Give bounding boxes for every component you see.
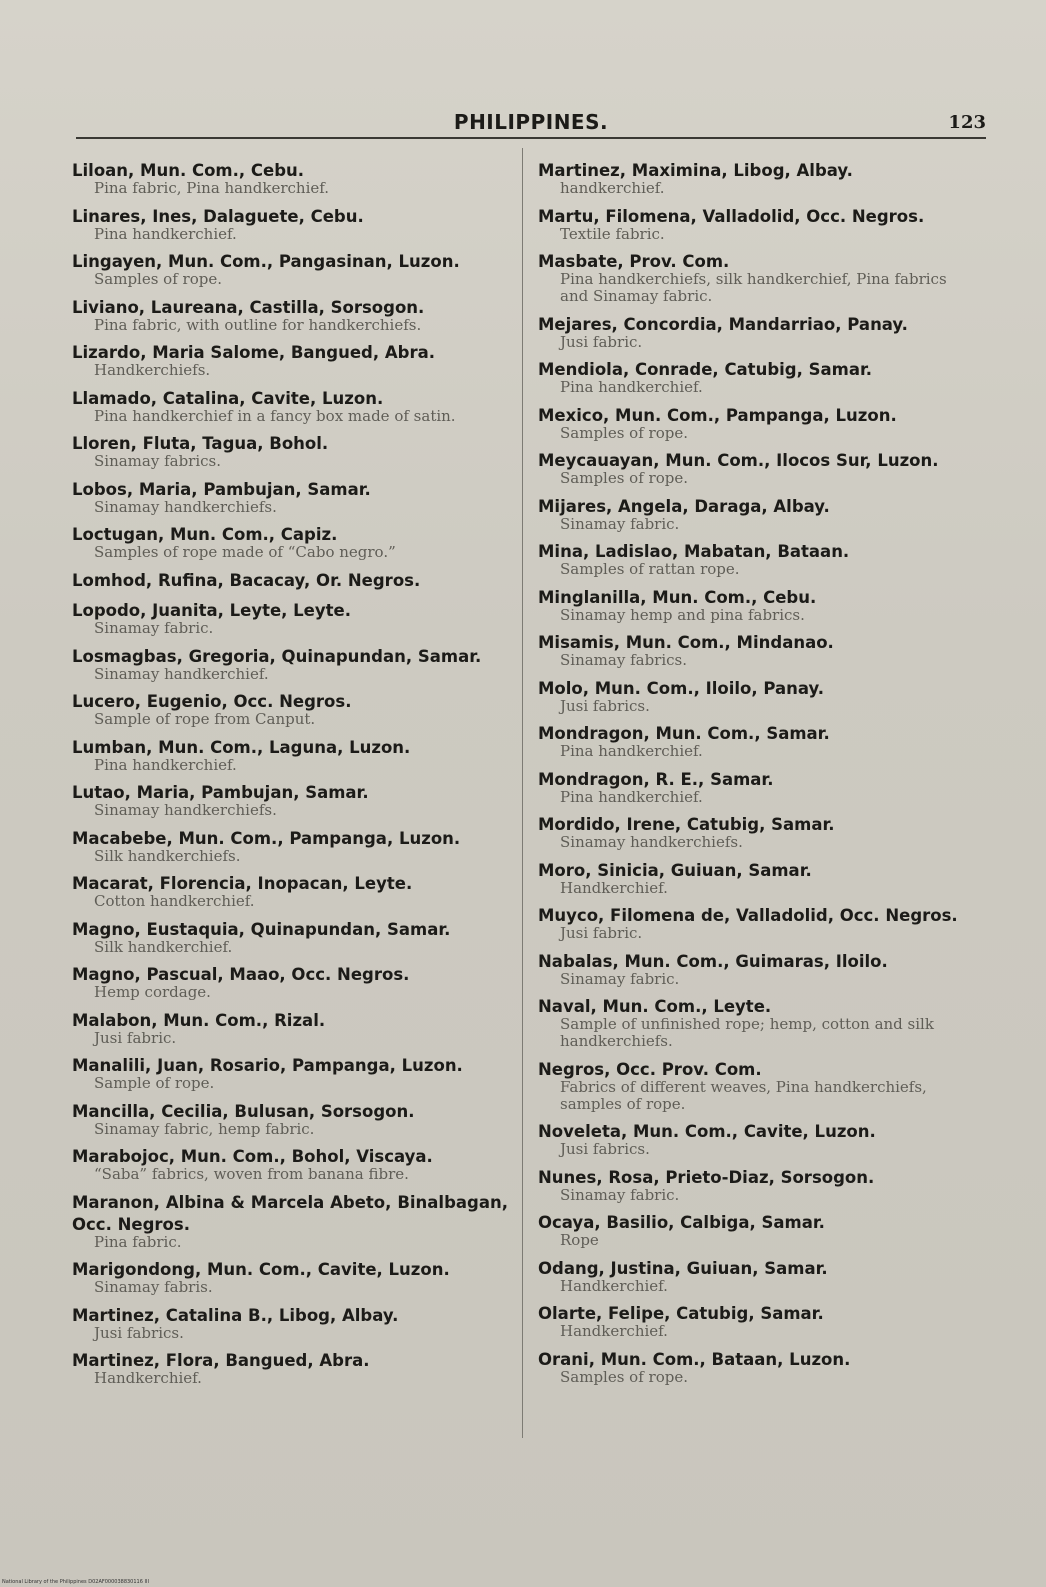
entry-description: Sample of rope from Canput.: [94, 710, 316, 728]
entry-description: Pina handkerchief.: [560, 787, 703, 806]
directory-entry: [72, 251, 508, 288]
directory-entry: [72, 600, 508, 637]
entry-description: Jusi fabric.: [94, 1028, 177, 1047]
directory-entry: [72, 160, 508, 197]
entry-description: Sinamay handkerchiefs.: [94, 497, 277, 516]
entry-name: Losmagbas, Gregoria, Quinapundan, Samar.: [72, 646, 482, 666]
directory-entry: [538, 160, 974, 197]
directory-entry: [538, 206, 974, 243]
entry-name: Loctugan, Mun. Com., Capiz.: [72, 525, 338, 544]
directory-entry: [72, 524, 508, 561]
directory-entry: [72, 919, 508, 956]
entry-name: Mejares, Concordia, Mandarriao, Panay.: [538, 314, 908, 334]
page-header: [76, 110, 986, 134]
directory-entry: [72, 388, 508, 425]
entry-name: Molo, Mun. Com., Iloilo, Panay.: [538, 678, 825, 698]
entry-description: Pina handkerchiefs, silk handkerchief, Pina fabrics and Sinamay fabric.: [560, 270, 947, 305]
entry-description: Textile fabric.: [560, 224, 665, 243]
directory-entry: [538, 314, 974, 351]
entry-description: Samples of rope.: [560, 469, 688, 487]
entry-description: handkerchief.: [560, 179, 665, 197]
entry-description: Sinamay fabric, hemp fabric.: [94, 1119, 315, 1138]
directory-entry: [538, 496, 974, 533]
entry-name: Liviano, Laureana, Castilla, Sorsogon.: [72, 297, 425, 317]
entry-name: Lucero, Eugenio, Occ. Negros.: [72, 692, 352, 711]
entry-description: Pina fabric, Pina handkerchief.: [94, 179, 330, 197]
entry-name: Martinez, Flora, Bangued, Abra.: [72, 1351, 370, 1370]
entry-name: Maranon, Albina & Marcela Abeto, Binalbagan, Occ. Negros.: [72, 1192, 508, 1234]
directory-entry: [538, 860, 974, 897]
directory-entry: [538, 1303, 974, 1340]
entry-description: Sinamay fabric.: [560, 514, 680, 533]
entry-description: Silk handkerchief.: [94, 937, 233, 956]
entry-name: Mondragon, R. E., Samar.: [538, 769, 774, 789]
entry-description: Handkerchief.: [560, 1322, 668, 1340]
entry-description: Samples of rope.: [94, 270, 222, 288]
entry-name: Noveleta, Mun. Com., Cavite, Luzon.: [538, 1122, 876, 1141]
directory-entry: [72, 646, 508, 683]
entry-name: Martinez, Maximina, Libog, Albay.: [538, 161, 853, 180]
entry-name: Nunes, Rosa, Prieto-Diaz, Sorsogon.: [538, 1167, 875, 1187]
directory-entry: [72, 342, 508, 379]
directory-entry: [538, 1258, 974, 1295]
entry-description: Sample of rope.: [94, 1074, 215, 1092]
entry-name: Mina, Ladislao, Mabatan, Bataan.: [538, 542, 850, 561]
entry-description: Pina handkerchief.: [94, 755, 237, 774]
directory-entry: [72, 691, 508, 728]
page-title: PHILIPPINES.: [453, 110, 609, 134]
footer-watermark: National Library of the Philippines D02AF000038830116 III: [2, 1579, 149, 1585]
entry-name: Ocaya, Basilio, Calbiga, Samar.: [538, 1213, 825, 1232]
entry-description: Pina handkerchief in a fancy box made of satin.: [94, 406, 456, 425]
entry-description: Jusi fabric.: [560, 332, 643, 351]
entry-name: Misamis, Mun. Com., Mindanao.: [538, 633, 834, 652]
entry-name: Mordido, Irene, Catubig, Samar.: [538, 815, 835, 834]
entry-name: Lumban, Mun. Com., Laguna, Luzon.: [72, 737, 411, 757]
directory-entry: [72, 1146, 508, 1183]
entry-description: Handkerchief.: [560, 1276, 668, 1295]
directory-entry: [538, 814, 974, 851]
entry-name: Magno, Pascual, Maao, Occ. Negros.: [72, 965, 410, 984]
entry-description: “Saba” fabrics, woven from banana fibre.: [94, 1165, 409, 1183]
entry-description: Sinamay fabric.: [94, 619, 214, 637]
entry-description: Pina handkerchief.: [94, 224, 237, 243]
entry-name: Naval, Mun. Com., Leyte.: [538, 997, 772, 1016]
entry-name: Orani, Mun. Com., Bataan, Luzon.: [538, 1349, 851, 1369]
directory-entry: [538, 951, 974, 988]
directory-entry: [72, 1350, 508, 1387]
directory-entry: [538, 251, 974, 305]
entry-name: Magno, Eustaquia, Quinapundan, Samar.: [72, 919, 451, 939]
directory-entry: [72, 1259, 508, 1296]
header-rule: [76, 137, 986, 139]
directory-entry: [72, 1101, 508, 1138]
entry-name: Marigondong, Mun. Com., Cavite, Luzon.: [72, 1260, 450, 1279]
directory-entry: [72, 737, 508, 774]
directory-entry: [538, 632, 974, 669]
directory-entry: [72, 570, 508, 592]
entry-description: Handkerchiefs.: [94, 361, 211, 379]
entry-description: Samples of rope.: [560, 1367, 688, 1386]
entry-description: Sinamay fabris.: [94, 1278, 213, 1296]
entry-name: Marabojoc, Mun. Com., Bohol, Viscaya.: [72, 1147, 433, 1166]
directory-entry: [72, 782, 508, 819]
entry-name: Lingayen, Mun. Com., Pangasinan, Luzon.: [72, 252, 460, 271]
entry-name: Liloan, Mun. Com., Cebu.: [72, 161, 305, 180]
entry-description: Jusi fabrics.: [560, 696, 650, 715]
directory-entry: [72, 433, 508, 470]
entry-name: Martinez, Catalina B., Libog, Albay.: [72, 1305, 399, 1325]
entry-description: Jusi fabrics.: [94, 1323, 184, 1342]
right-column: [538, 160, 974, 1394]
entry-description: Silk handkerchiefs.: [94, 846, 241, 865]
entry-name: Masbate, Prov. Com.: [538, 252, 730, 271]
directory-entry: [538, 723, 974, 760]
entry-name: Macarat, Florencia, Inopacan, Leyte.: [72, 874, 413, 893]
page-number: 123: [948, 112, 986, 133]
entry-description: Rope: [560, 1231, 599, 1249]
entry-name: Mancilla, Cecilia, Bulusan, Sorsogon.: [72, 1101, 415, 1121]
entry-name: Mondragon, Mun. Com., Samar.: [538, 724, 830, 743]
entry-name: Moro, Sinicia, Guiuan, Samar.: [538, 860, 812, 880]
entry-name: Mexico, Mun. Com., Pampanga, Luzon.: [538, 405, 897, 425]
directory-entry: [72, 479, 508, 516]
entry-name: Macabebe, Mun. Com., Pampanga, Luzon.: [72, 828, 461, 848]
directory-entry: [538, 678, 974, 715]
directory-entry: [72, 206, 508, 243]
entry-name: Lloren, Fluta, Tagua, Bohol.: [72, 434, 329, 453]
directory-entry: [72, 1305, 508, 1342]
entry-name: Nabalas, Mun. Com., Guimaras, Iloilo.: [538, 951, 888, 971]
entry-name: Linares, Ines, Dalaguete, Cebu.: [72, 206, 364, 226]
entry-name: Martu, Filomena, Valladolid, Occ. Negros.: [538, 206, 925, 226]
entry-description: Cotton handkerchief.: [94, 892, 255, 910]
entry-name: Mijares, Angela, Daraga, Albay.: [538, 496, 830, 516]
directory-entry: [72, 828, 508, 865]
entry-description: Sinamay fabric.: [560, 969, 680, 988]
entry-description: Sample of unfinished rope; hemp, cotton and silk handkerchiefs.: [560, 1015, 934, 1050]
entry-description: Sinamay handkerchiefs.: [560, 833, 743, 851]
directory-entry: [538, 1167, 974, 1204]
directory-entry: [538, 405, 974, 442]
entry-description: Pina fabric, with outline for handkerchiefs.: [94, 315, 422, 334]
entry-name: Lutao, Maria, Pambujan, Samar.: [72, 783, 369, 802]
directory-entry: [538, 905, 974, 942]
entry-description: Samples of rope made of “Cabo negro.”: [94, 543, 396, 561]
column-divider: [522, 148, 523, 1438]
directory-entry: [538, 359, 974, 396]
entry-description: Pina handkerchief.: [560, 742, 703, 760]
entry-description: Samples of rope.: [560, 423, 688, 442]
entry-description: Fabrics of different weaves, Pina handkerchiefs, samples of rope.: [560, 1077, 927, 1113]
entry-description: Handkerchief.: [560, 878, 668, 897]
entry-name: Muyco, Filomena de, Valladolid, Occ. Negros.: [538, 906, 958, 925]
entry-description: Pina fabric.: [94, 1232, 182, 1251]
entry-name: Mendiola, Conrade, Catubig, Samar.: [538, 360, 873, 379]
entry-description: Sinamay handkerchief.: [94, 664, 269, 683]
entry-name: Lomhod, Rufina, Bacacay, Or. Negros.: [72, 570, 421, 590]
directory-entry: [72, 1192, 508, 1251]
entry-description: Handkerchief.: [94, 1369, 202, 1387]
entry-name: Lizardo, Maria Salome, Bangued, Abra.: [72, 343, 435, 362]
directory-entry: [72, 964, 508, 1001]
entry-name: Llamado, Catalina, Cavite, Luzon.: [72, 388, 384, 408]
directory-entry: [72, 1010, 508, 1047]
entry-name: Lobos, Maria, Pambujan, Samar.: [72, 479, 371, 499]
left-column: [72, 160, 508, 1396]
entry-description: Jusi fabric.: [560, 924, 643, 942]
entry-description: Sinamay fabrics.: [560, 651, 688, 669]
entry-name: Olarte, Felipe, Catubig, Samar.: [538, 1304, 824, 1323]
directory-entry: [538, 1349, 974, 1386]
entry-description: Sinamay handkerchiefs.: [94, 801, 277, 819]
entry-description: Pina handkerchief.: [560, 378, 703, 396]
directory-entry: [538, 996, 974, 1050]
entry-name: Minglanilla, Mun. Com., Cebu.: [538, 587, 817, 607]
directory-entry: [72, 1055, 508, 1092]
entry-name: Meycauayan, Mun. Com., Ilocos Sur, Luzon.: [538, 451, 939, 470]
entry-name: Odang, Justina, Guiuan, Samar.: [538, 1258, 828, 1278]
entry-name: Negros, Occ. Prov. Com.: [538, 1059, 762, 1079]
entry-name: Manalili, Juan, Rosario, Pampanga, Luzon.: [72, 1056, 463, 1075]
directory-entry: [538, 1121, 974, 1158]
entry-description: Jusi fabrics.: [560, 1140, 650, 1158]
entry-name: Malabon, Mun. Com., Rizal.: [72, 1010, 326, 1030]
directory-entry: [538, 450, 974, 487]
directory-entry: [538, 769, 974, 806]
entry-description: Hemp cordage.: [94, 983, 211, 1001]
entry-name: Lopodo, Juanita, Leyte, Leyte.: [72, 601, 351, 620]
directory-entry: [72, 297, 508, 334]
entry-description: Sinamay fabric.: [560, 1185, 680, 1204]
directory-entry: [538, 541, 974, 578]
entry-description: Sinamay fabrics.: [94, 452, 222, 470]
entry-description: Sinamay hemp and pina fabrics.: [560, 605, 805, 624]
directory-entry: [538, 1059, 974, 1113]
directory-entry: [538, 587, 974, 624]
directory-entry: [538, 1212, 974, 1249]
directory-entry: [72, 873, 508, 910]
entry-description: Samples of rattan rope.: [560, 560, 740, 578]
